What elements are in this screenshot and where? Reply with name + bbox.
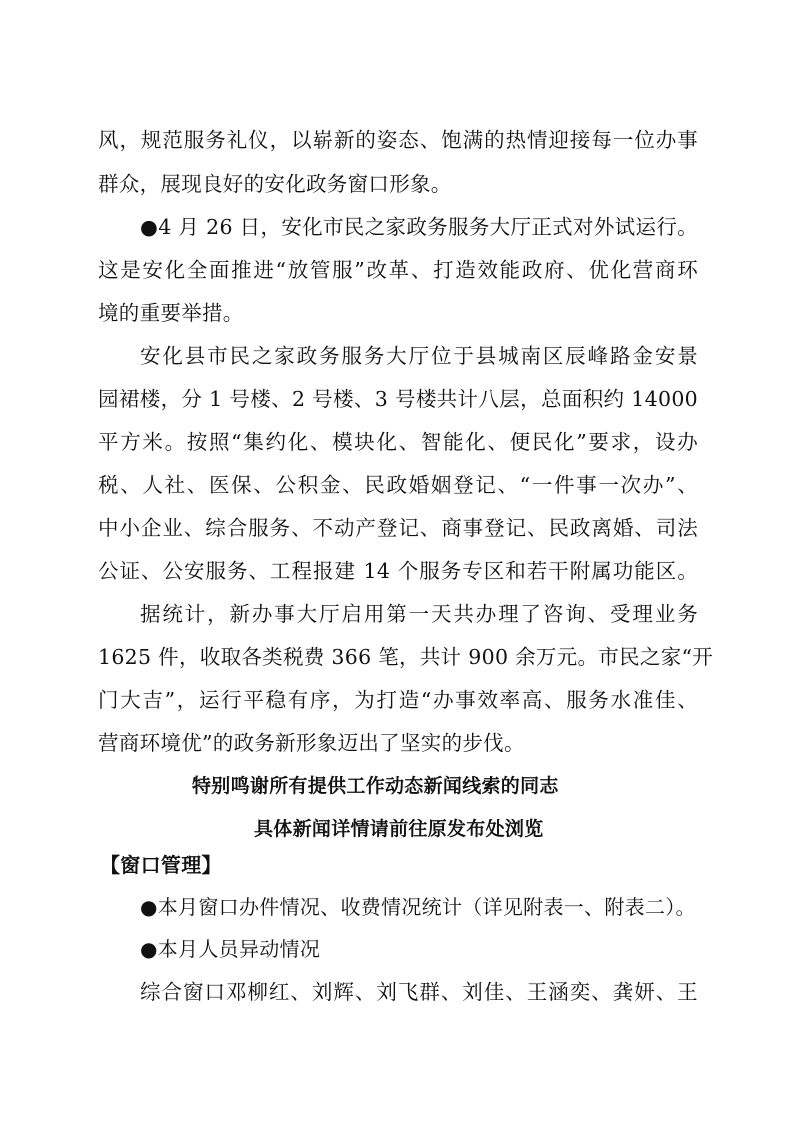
acknowledgement-note: 特别鸣谢所有提供工作动态新闻线索的同志: [192, 775, 559, 797]
source-note: 具体新闻详情请前往原发布处浏览: [254, 818, 544, 840]
paragraph-line: ●4 月 26 日，安化市民之家政务服务大厅正式对外试运行。: [140, 215, 698, 239]
paragraph-line: 门大吉”，运行平稳有序，为打造“办事效率高、服务水准佳、: [98, 688, 698, 712]
bullet-item: ●本月人员异动情况: [140, 937, 321, 961]
paragraph-line: 平方米。按照“集约化、模块化、智能化、便民化”要求，设办: [98, 430, 698, 454]
paragraph-line: 营商环境优”的政务新形象迈出了坚实的步伐。: [98, 731, 525, 755]
paragraph-line: 据统计，新办事大厅启用第一天共办理了咨询、受理业务: [140, 602, 698, 626]
paragraph-line: 税、人社、医保、公积金、民政婚姻登记、“一件事一次办”、: [98, 473, 698, 497]
paragraph-line: 中小企业、综合服务、不动产登记、商事登记、民政离婚、司法: [98, 516, 698, 540]
paragraph-line: 这是安化全面推进“放管服”改革、打造效能政府、优化营商环: [98, 258, 698, 282]
paragraph-line: 综合窗口邓柳红、刘辉、刘飞群、刘佳、王涵奕、龚妍、王: [140, 980, 698, 1004]
paragraph-line: 安化县市民之家政务服务大厅位于县城南区辰峰路金安景: [140, 344, 698, 368]
bullet-item: ●本月窗口办件情况、收费情况统计（详见附表一、附表二）。: [140, 895, 696, 919]
paragraph-line: 群众，展现良好的安化政务窗口形象。: [98, 172, 452, 196]
paragraph-line: 公证、公安服务、工程报建 14 个服务专区和若干附属功能区。: [98, 559, 698, 583]
paragraph-line: 风，规范服务礼仪，以崭新的姿态、饱满的热情迎接每一位办事: [98, 128, 698, 152]
paragraph-line: 园裙楼，分 1 号楼、2 号楼、3 号楼共计八层，总面积约 14000: [98, 387, 698, 411]
paragraph-line: 境的重要举措。: [98, 301, 244, 325]
paragraph-line: 1625 件，收取各类税费 366 笔，共计 900 余万元。市民之家“开: [98, 645, 714, 669]
section-heading: 【窗口管理】: [100, 853, 222, 877]
